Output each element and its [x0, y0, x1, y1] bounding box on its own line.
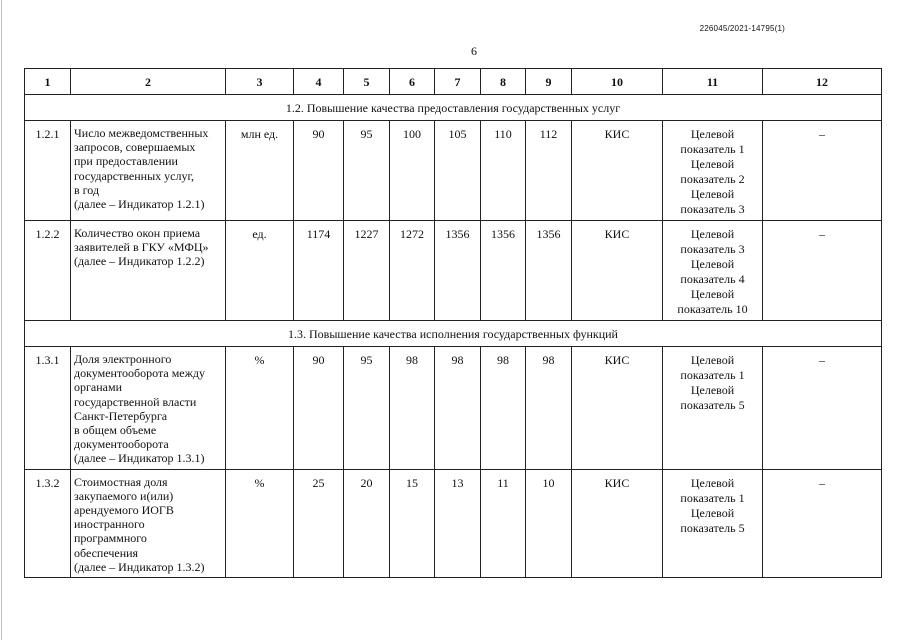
target-indicator-line: Целевой — [690, 505, 735, 520]
unit-cell: % — [226, 469, 294, 577]
column-header-7: 7 — [435, 69, 481, 95]
target-indicator-line: Целевой — [690, 475, 735, 490]
note-cell: – — [763, 469, 882, 577]
description-line: Санкт-Петербурга — [74, 408, 168, 423]
row-number: 1.3.2 — [25, 469, 71, 577]
year-value-cell: 98 — [435, 347, 481, 470]
description-line: документооборота — [74, 437, 169, 452]
source-cell: КИС — [572, 121, 663, 221]
year-value-cell: 1356 — [481, 221, 526, 321]
column-header-3: 3 — [226, 69, 294, 95]
target-indicator-line: Целевой — [690, 227, 735, 241]
description-line: (далее – Индикатор 1.2.2) — [74, 254, 205, 269]
description-line: иностранного — [74, 517, 145, 532]
column-header-5: 5 — [344, 69, 390, 95]
target-indicators-cell — [663, 469, 763, 577]
year-value-cell: 10 — [526, 469, 572, 577]
year-value-cell: 25 — [294, 469, 344, 577]
column-header-12: 12 — [763, 69, 882, 95]
target-indicator-line: показатель 1 — [680, 490, 745, 505]
year-value-cell: 95 — [344, 347, 390, 470]
unit-cell: ед. — [226, 221, 294, 321]
note-cell: – — [763, 347, 882, 470]
row-number: 1.2.2 — [25, 221, 71, 321]
description-line: документооборота между — [74, 366, 206, 381]
section-row — [25, 321, 882, 347]
section-title: 1.2. Повышение качества предоставления государственных услуг — [25, 95, 882, 121]
section-row — [25, 95, 882, 121]
table-row — [25, 347, 882, 470]
year-value-cell: 110 — [481, 121, 526, 221]
column-header-6: 6 — [390, 69, 435, 95]
indicator-description — [71, 221, 226, 321]
year-value-cell: 11 — [481, 469, 526, 577]
year-value-cell: 20 — [344, 469, 390, 577]
description-line: программного — [74, 531, 147, 546]
indicator-description — [71, 469, 226, 577]
year-value-cell: 1174 — [294, 221, 344, 321]
description-line: запросов, совершаемых — [74, 140, 196, 155]
year-value-cell: 98 — [526, 347, 572, 470]
year-value-cell: 98 — [481, 347, 526, 470]
table-row — [25, 121, 882, 221]
description-line: Число межведомственных — [74, 126, 209, 140]
target-indicators-cell — [663, 121, 763, 221]
description-line: арендуемого ИОГВ — [74, 503, 174, 518]
column-header-2: 2 — [71, 69, 226, 95]
target-indicators-cell — [663, 221, 763, 321]
description-line: Количество окон приема — [74, 226, 201, 240]
target-indicator-line: показатель 3 — [680, 242, 745, 256]
description-line: в общем объеме — [74, 423, 157, 438]
page-edge-line — [1, 0, 2, 640]
year-value-cell: 1356 — [526, 221, 572, 321]
year-value-cell: 1272 — [390, 221, 435, 321]
year-value-cell: 95 — [344, 121, 390, 221]
description-line: Стоимостная доля — [74, 474, 168, 489]
column-header-8: 8 — [481, 69, 526, 95]
table-row — [25, 469, 882, 577]
section-title: 1.3. Повышение качества исполнения государственных функций — [25, 321, 882, 347]
target-indicator-line: Целевой — [690, 187, 735, 201]
column-header-4: 4 — [294, 69, 344, 95]
target-indicator-line: показатель 3 — [680, 202, 745, 216]
document-code: 226045/2021-14795(1) — [699, 24, 785, 33]
year-value-cell: 1356 — [435, 221, 481, 321]
year-value-cell: 112 — [526, 121, 572, 221]
column-header-11: 11 — [663, 69, 763, 95]
target-indicator-line: Целевой — [690, 157, 735, 171]
source-cell: КИС — [572, 221, 663, 321]
year-value-cell: 15 — [390, 469, 435, 577]
description-line: при предоставлении — [74, 154, 178, 169]
table-body — [25, 69, 882, 578]
target-indicator-line: Целевой — [690, 353, 735, 367]
description-line: закупаемого и(или) — [74, 488, 174, 503]
description-line: государственной власти — [74, 394, 197, 409]
target-indicator-line: Целевой — [690, 383, 735, 397]
row-number: 1.2.1 — [25, 121, 71, 221]
indicators-table — [24, 68, 882, 578]
target-indicator-line: показатель 2 — [680, 172, 745, 186]
description-line: заявителей в ГКУ «МФЦ» — [74, 240, 209, 255]
unit-cell: млн ед. — [226, 121, 294, 221]
description-line: в год — [74, 182, 100, 197]
target-indicator-line: Целевой — [690, 287, 735, 301]
target-indicator-line: показатель 5 — [680, 398, 745, 412]
target-indicators-cell — [663, 347, 763, 470]
description-line: (далее – Индикатор 1.2.1) — [74, 197, 205, 212]
unit-cell: % — [226, 347, 294, 470]
header-row — [25, 69, 882, 95]
description-line: Доля электронного — [74, 352, 172, 366]
column-header-9: 9 — [526, 69, 572, 95]
description-line: (далее – Индикатор 1.3.2) — [74, 559, 205, 574]
year-value-cell: 98 — [390, 347, 435, 470]
source-cell: КИС — [572, 347, 663, 470]
year-value-cell: 90 — [294, 121, 344, 221]
year-value-cell: 90 — [294, 347, 344, 470]
description-line: органами — [74, 380, 123, 395]
source-cell: КИС — [572, 469, 663, 577]
target-indicator-line: Целевой — [690, 127, 735, 141]
indicator-description — [71, 121, 226, 221]
target-indicator-line: показатель 4 — [680, 272, 745, 286]
target-indicator-line: показатель 1 — [680, 142, 745, 156]
target-indicator-line: показатель 10 — [677, 302, 748, 316]
year-value-cell: 105 — [435, 121, 481, 221]
page-number: 6 — [471, 44, 477, 58]
year-value-cell: 13 — [435, 469, 481, 577]
indicator-description — [71, 347, 226, 470]
target-indicator-line: показатель 1 — [680, 368, 745, 382]
year-value-cell: 100 — [390, 121, 435, 221]
target-indicator-line: Целевой — [690, 257, 735, 271]
target-indicator-line: показатель 5 — [680, 520, 745, 535]
row-number: 1.3.1 — [25, 347, 71, 470]
column-header-10: 10 — [572, 69, 663, 95]
column-header-1: 1 — [25, 69, 71, 95]
year-value-cell: 1227 — [344, 221, 390, 321]
note-cell: – — [763, 121, 882, 221]
description-line: (далее – Индикатор 1.3.1) — [74, 451, 205, 466]
table-row — [25, 221, 882, 321]
description-line: обеспечения — [74, 545, 139, 560]
description-line: государственных услуг, — [74, 168, 195, 183]
note-cell: – — [763, 221, 882, 321]
